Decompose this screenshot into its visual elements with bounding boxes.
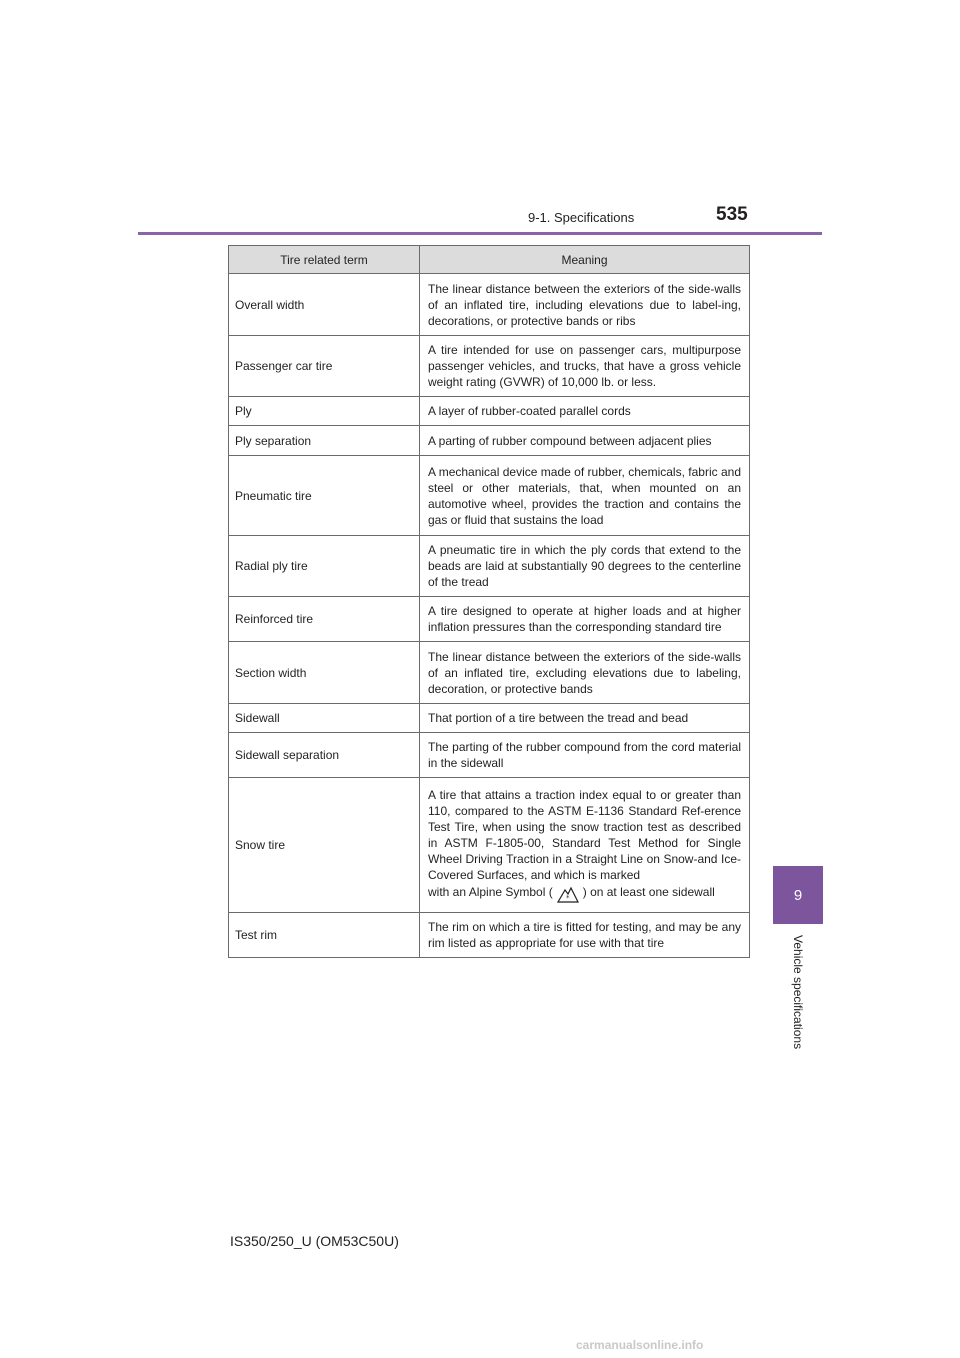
meaning-cell: The rim on which a tire is fitted for testing, and may be any rim listed as appropriate for use with that tire [420, 913, 750, 958]
table-row [229, 704, 750, 733]
chapter-label [770, 935, 826, 1075]
term-cell: Reinforced tire [229, 597, 420, 642]
term-cell: Test rim [229, 913, 420, 958]
term-cell: Pneumatic tire [229, 456, 420, 536]
meaning-cell: The parting of the rubber compound from the cord material in the sidewall [420, 733, 750, 778]
table-row [229, 397, 750, 426]
meaning-cell: The linear distance between the exteriors of the side-walls of an inflated tire, including elevations due to label-ing, decorations, or protective bands or ribs [420, 274, 750, 336]
watermark: carmanualsonline.info [576, 1338, 704, 1352]
table-row [229, 426, 750, 456]
table-row [229, 536, 750, 597]
page-header [138, 200, 822, 236]
meaning-cell: A parting of rubber compound between adjacent plies [420, 426, 750, 456]
table-header-row [229, 246, 750, 274]
table-row [229, 456, 750, 536]
chapter-number: 9 [793, 886, 803, 904]
meaning-cell: A tire intended for use on passenger cars, multipurpose passenger vehicles, and trucks, that have a gross vehicle weight rating (GVWR) of 10,000 lb. or less. [420, 336, 750, 397]
meaning-cell: A layer of rubber-coated parallel cords [420, 397, 750, 426]
snow-tire-meaning: A tire that attains a traction index equal to or greater than 110, compared to the ASTM E-1136 Standard Ref-erence Test Tire, when using the snow traction test as described in ASTM F-1805-00, Standard Test Method for Single Wheel Driving Traction in a Straight Line on Snow-and Ice-Covered Surfaces, and which is marked [428, 788, 741, 882]
header-rule [138, 232, 822, 235]
chapter-label-text: Vehicle specifications [791, 935, 805, 1050]
table-row [229, 642, 750, 704]
header-term: Tire related term [229, 246, 420, 274]
svg-text:*: * [565, 894, 570, 902]
term-cell: Sidewall [229, 704, 420, 733]
meaning-cell: A tire designed to operate at higher loads and at higher inflation pressures than the corresponding standard tire [420, 597, 750, 642]
term-cell: Ply separation [229, 426, 420, 456]
table-row [229, 733, 750, 778]
table-row [229, 778, 750, 913]
table-row [229, 336, 750, 397]
section-title: 9-1. Specifications [528, 210, 635, 225]
meaning-cell: That portion of a tire between the tread and bead [420, 704, 750, 733]
meaning-cell: A mechanical device made of rubber, chemicals, fabric and steel or other materials, that, when mounted on an automotive wheel, provides the traction and contains the gas or fluid that sustains the load [420, 456, 750, 536]
tire-terms-table [228, 245, 750, 958]
term-cell: Section width [229, 642, 420, 704]
term-cell: Sidewall separation [229, 733, 420, 778]
term-cell: Overall width [229, 274, 420, 336]
page-number: 535 [716, 204, 748, 225]
snow-tire-meaning-2a: with an Alpine Symbol ( [428, 885, 553, 900]
header-meaning: Meaning [420, 246, 750, 274]
table-row [229, 274, 750, 336]
footer-model: IS350/250_U (OM53C50U) [230, 1233, 399, 1249]
alpine-snow-symbol-icon [557, 883, 579, 903]
table-row [229, 597, 750, 642]
chapter-tab [773, 866, 823, 924]
term-cell: Snow tire [229, 778, 420, 913]
term-cell: Ply [229, 397, 420, 426]
term-cell: Radial ply tire [229, 536, 420, 597]
table-row [229, 913, 750, 958]
term-cell: Passenger car tire [229, 336, 420, 397]
snow-tire-meaning-2b: ) on at least one sidewall [582, 885, 715, 900]
meaning-cell: A pneumatic tire in which the ply cords that extend to the beads are laid at substantially 90 degrees to the centerline of the tread [420, 536, 750, 597]
meaning-cell [420, 778, 750, 913]
meaning-cell: The linear distance between the exteriors of the side-walls of an inflated tire, excluding elevations due to labeling, decoration, or protective bands [420, 642, 750, 704]
